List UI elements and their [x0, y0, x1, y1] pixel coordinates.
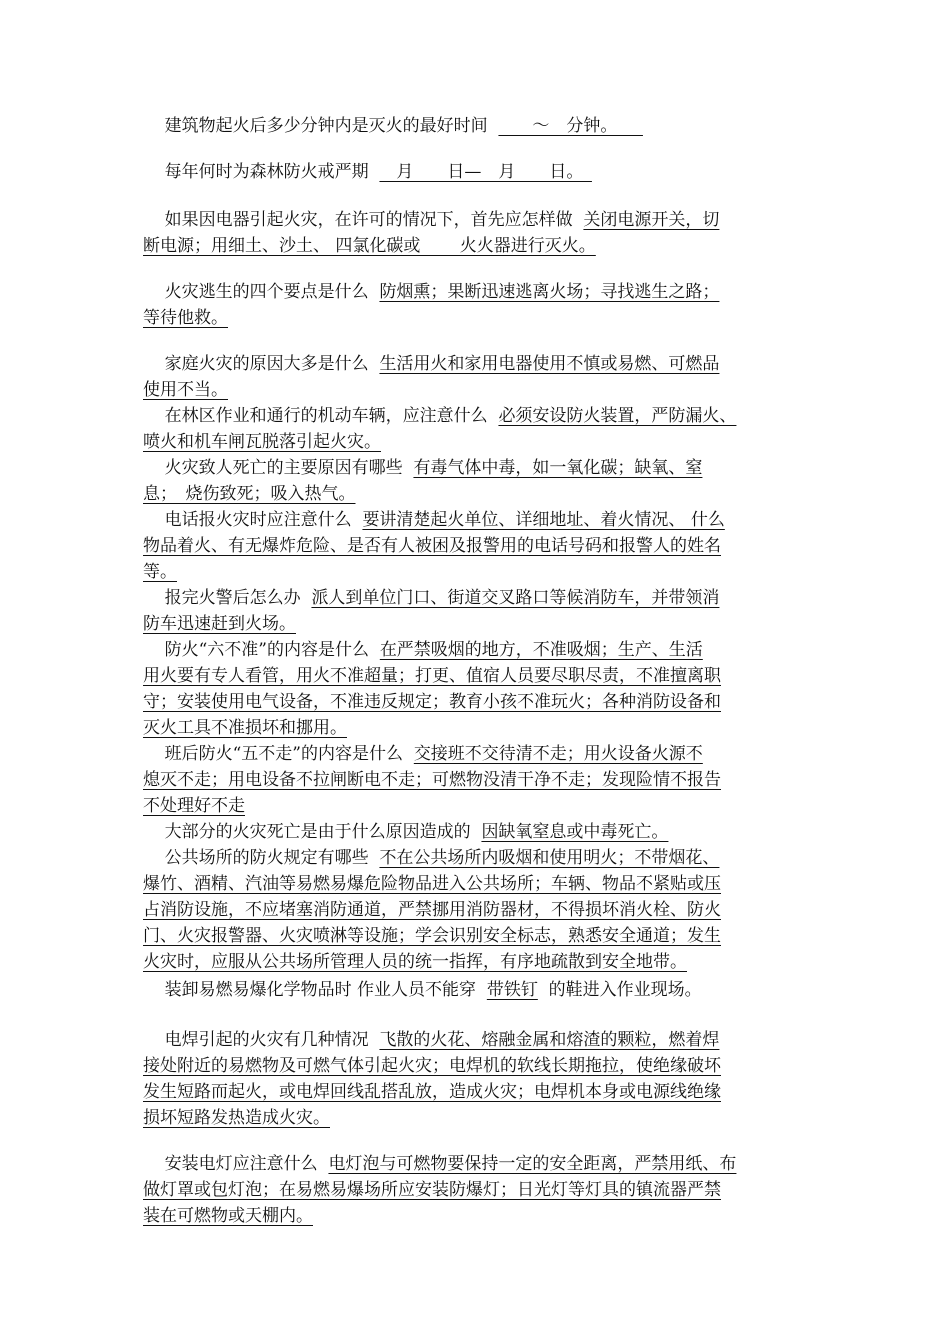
text-line	[143, 482, 356, 506]
text-line	[143, 234, 596, 258]
answer-text: 使用不当。	[143, 380, 228, 400]
question-text: 公共场所的防火规定有哪些	[143, 848, 380, 868]
question-text: 火灾致人死亡的主要原因有哪些	[143, 458, 414, 478]
question-text: 防火“六不准”的内容是什么	[143, 640, 380, 660]
answer-text: 装在可燃物或天棚内。	[143, 1206, 313, 1226]
question-text: 电焊引起的火灾有几种情况	[143, 1030, 380, 1050]
text-line	[143, 820, 668, 844]
text-line	[143, 404, 736, 428]
text-line	[143, 378, 228, 402]
answer-text: 防烟熏；果断迅速逃离火场；寻找逃生之路；	[379, 282, 720, 302]
answer-text: 有毒气体中毒，如一氧化碳；缺氧、窒	[413, 458, 703, 478]
text-line	[143, 1054, 721, 1078]
question-text: 如果因电器引起火灾，在许可的情况下，首先应怎样做	[143, 210, 584, 230]
answer-text: 等待他救。	[143, 308, 228, 328]
answer-text: 门、火灾报警器、火灾喷淋等设施；学会识别安全标志，熟悉安全通道；发生	[143, 926, 721, 946]
answer-text: 物品着火、有无爆炸危险、是否有人被困及报警用的电话号码和报警人的姓名	[143, 536, 721, 556]
text-line	[143, 950, 687, 974]
text-line	[143, 534, 721, 558]
text-line	[143, 716, 347, 740]
answer-text: 损坏短路发热造成火灾。	[143, 1108, 330, 1128]
question-text: 在林区作业和通行的机动车辆，应注意什么	[143, 406, 499, 426]
answer-text: 熄灭不走；用电设备不拉闸断电不走；可燃物没清干净不走；发现险情不报告	[143, 770, 721, 790]
text-line	[143, 456, 702, 480]
question-text: 家庭火灾的原因大多是什么	[143, 354, 380, 374]
question-text: 建筑物起火后多少分钟内是灭火的最好时间	[143, 116, 499, 136]
answer-text: 月 日— 月 日。	[379, 162, 592, 182]
text-line	[143, 638, 703, 662]
text-line	[143, 306, 228, 330]
answer-text: ～ 分钟。	[498, 116, 643, 136]
answer-text: 飞散的火花、熔融金属和熔渣的颗粒，燃着焊	[379, 1030, 720, 1050]
answer-text: 断电源；用细土、沙土、 四氯化碳或 火火器进行灭火。	[143, 236, 596, 256]
answer-text: 因缺氧窒息或中毒死亡。	[481, 822, 669, 842]
answer-text: 做灯罩或包灯泡；在易燃易爆场所应安装防爆灯；日光灯等灯具的镇流器严禁	[143, 1180, 721, 1200]
question-text: 班后防火“五不走”的内容是什么	[143, 744, 414, 764]
answer-text: 爆竹、酒精、汽油等易燃易爆危险物品进入公共场所；车辆、物品不紧贴或压	[143, 874, 721, 894]
question-text: 大部分的火灾死亡是由于什么原因造成的	[143, 822, 482, 842]
question-text: 火灾逃生的四个要点是什么	[143, 282, 380, 302]
text-line	[143, 1178, 721, 1202]
text-line	[143, 1028, 719, 1052]
answer-text: 带铁钉	[486, 980, 538, 1000]
answer-text: 电灯泡与可燃物要保持一定的安全距离，严禁用纸、布	[328, 1154, 737, 1174]
text-line	[143, 208, 719, 232]
text-line	[143, 430, 381, 454]
text-line	[143, 664, 721, 688]
answer-text: 要讲清楚起火单位、详细地址、着火情况、 什么	[362, 510, 725, 530]
text-line	[143, 872, 721, 896]
answer-text: 喷火和机车闸瓦脱落引起火灾。	[143, 432, 381, 452]
answer-text: 息； 烧伤致死；吸入热气。	[143, 484, 356, 504]
answer-text: 生活用火和家用电器使用不慎或易燃、可燃品	[379, 354, 720, 374]
text-line	[143, 978, 702, 1002]
answer-text: 火灾时，应服从公共场所管理人员的统一指挥，有序地疏散到安全地带。	[143, 952, 687, 972]
question-text: 装卸易燃易爆化学物品时 作业人员不能穿	[143, 980, 487, 1000]
trailing-text: 的鞋进入作业现场。	[537, 980, 702, 1000]
text-line	[143, 560, 177, 584]
text-line	[143, 1204, 313, 1228]
answer-text: 必须安设防火装置，严防漏火、	[498, 406, 737, 426]
question-text: 每年何时为森林防火戒严期	[143, 162, 380, 182]
answer-text: 接处附近的易燃物及可燃气体引起火灾；电焊机的软线长期拖拉，使绝缘破坏	[143, 1056, 721, 1076]
text-line	[143, 898, 721, 922]
text-line	[143, 924, 721, 948]
answer-text: 守；安装使用电气设备，不准违反规定；教育小孩不准玩火；各种消防设备和	[143, 692, 721, 712]
text-line	[143, 690, 721, 714]
text-line	[143, 280, 719, 304]
text-line	[143, 846, 719, 870]
text-line	[143, 352, 719, 376]
text-line	[143, 794, 245, 818]
answer-text: 发生短路而起火，或电焊回线乱搭乱放，造成火灾；电焊机本身或电源线绝缘	[143, 1082, 721, 1102]
answer-text: 不处理好不走	[143, 796, 245, 816]
answer-text: 防车迅速赶到火场。	[143, 614, 296, 634]
answer-text: 占消防设施，不应堵塞消防通道，严禁挪用消防器材，不得损坏消火栓、防火	[143, 900, 721, 920]
answer-text: 不在公共场所内吸烟和使用明火；不带烟花、	[379, 848, 720, 868]
answer-text: 关闭电源开关，切	[583, 210, 720, 230]
question-text: 电话报火灾时应注意什么	[143, 510, 363, 530]
answer-text: 灭火工具不准损坏和挪用。	[143, 718, 347, 738]
answer-text: 派人到单位门口、街道交叉路口等候消防车，并带领消	[311, 588, 720, 608]
text-line	[143, 508, 725, 532]
text-line	[143, 114, 643, 138]
answer-text: 用火要有专人看管，用火不准超量；打更、值宿人员要尽职尽责，不准擅离职	[143, 666, 721, 686]
text-line	[143, 612, 296, 636]
question-text: 报完火警后怎么办	[143, 588, 312, 608]
question-text: 安装电灯应注意什么	[143, 1154, 329, 1174]
text-line	[143, 586, 719, 610]
answer-text: 在严禁吸烟的地方，不准吸烟；生产、生活	[379, 640, 703, 660]
text-line	[143, 768, 721, 792]
text-line	[143, 742, 703, 766]
text-line	[143, 160, 592, 184]
answer-text: 交接班不交待清不走；用火设备火源不	[413, 744, 703, 764]
text-line	[143, 1106, 330, 1130]
answer-text: 等。	[143, 562, 177, 582]
text-line	[143, 1080, 721, 1104]
text-line	[143, 1152, 736, 1176]
